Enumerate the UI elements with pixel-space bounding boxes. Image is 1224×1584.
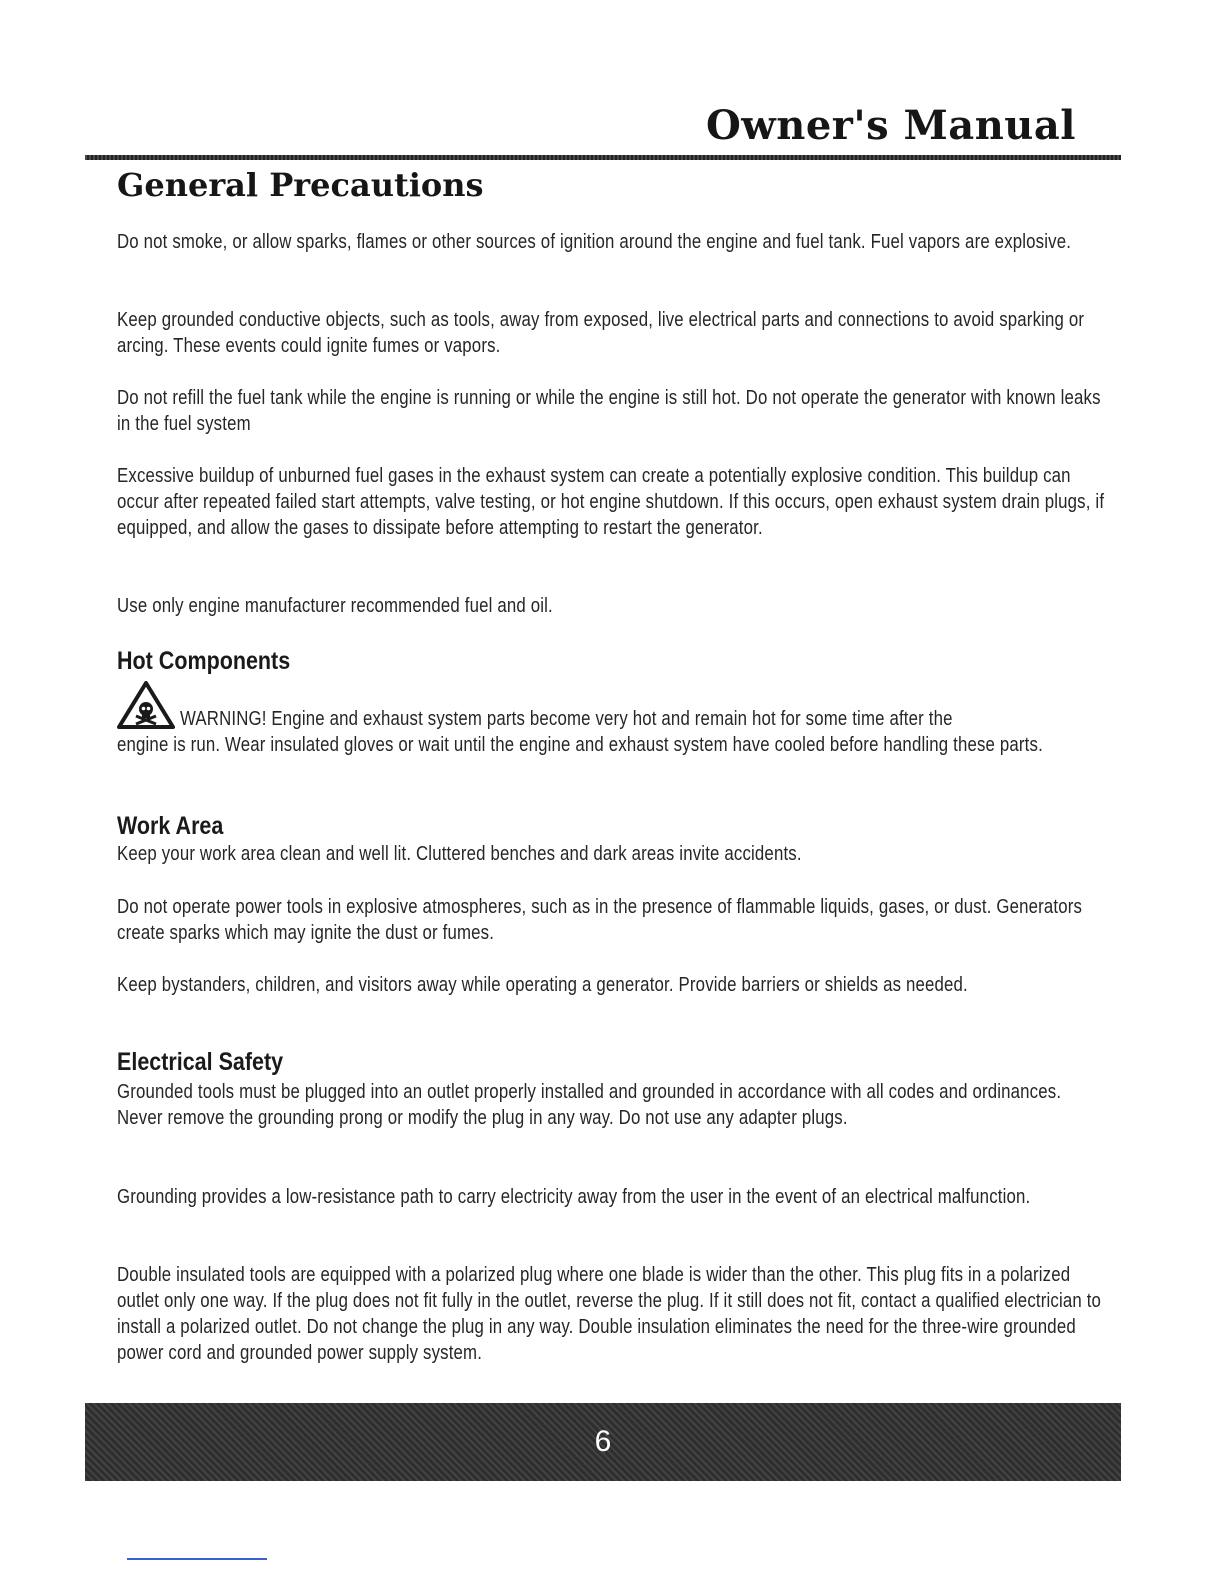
paragraph: Use only engine manufacturer recommended fuel and oil.	[117, 595, 553, 617]
paragraph: Grounding provides a low-resistance path to carry electricity away from the user in the event of an electrical malfunction.	[117, 1186, 1031, 1208]
heading-electrical-safety: Electrical Safety	[117, 1048, 284, 1076]
section-title: General Precautions	[117, 166, 484, 204]
paragraph: Keep your work area clean and well lit. Cluttered benches and dark areas invite accidents.	[117, 843, 802, 865]
paragraph: Keep bystanders, children, and visitors away while operating a generator. Provide barriers or shields as needed.	[117, 974, 968, 996]
paragraph: Do not operate power tools in explosive atmospheres, such as in the presence of flammable liquids, gases, or dust. Generators create sparks which may ignite the dust or fumes.	[117, 896, 1083, 944]
manual-title: Owner's Manual	[705, 102, 1076, 149]
warning-text-continued: engine is run. Wear insulated gloves or wait until the engine and exhaust system have cooled before handling these parts.	[117, 734, 1043, 756]
paragraph: Do not smoke, or allow sparks, flames or other sources of ignition around the engine and fuel tank. Fuel vapors are explosive.	[117, 231, 1072, 253]
page-number: 6	[594, 1425, 612, 1458]
paragraph: Excessive buildup of unburned fuel gases in the exhaust system can create a potentially explosive condition. This buildup can occur after repeated failed start attempts, valve testing, or hot engine shutdown. If this occurs, open exhaust system drain plugs, if equipped, and allow the gases to dissipate before attempting to restart the generator.	[117, 465, 1105, 539]
paragraph: Keep grounded conductive objects, such as tools, away from exposed, live electrical parts and connections to avoid sparking or arcing. These events could ignite fumes or vapors.	[117, 309, 1085, 357]
heading-work-area: Work Area	[117, 812, 224, 840]
heading-hot-components: Hot Components	[117, 647, 291, 675]
header-rule	[85, 155, 1121, 160]
paragraph: Do not refill the fuel tank while the engine is running or while the engine is still hot. Do not operate the generator with known leaks in the fuel system	[117, 387, 1101, 435]
paragraph: Double insulated tools are equipped with a polarized plug where one blade is wider than the other. This plug fits in a polarized outlet only one way. If the plug does not fit fully in the outlet, reverse the plug. If it still does not fit, contact a qualified electrician to install a polarized outlet. Do not change the plug in any way. Double insulation eliminates the need for the three-wire grounded power cord and grounded power supply system.	[117, 1264, 1102, 1364]
footer-bar	[85, 1403, 1121, 1481]
skull-warning-triangle-icon	[117, 681, 175, 729]
bottom-divider	[127, 1558, 267, 1560]
warning-text: WARNING! Engine and exhaust system parts become very hot and remain hot for some time after the	[180, 708, 953, 730]
paragraph: Grounded tools must be plugged into an outlet properly installed and grounded in accordance with all codes and ordinances. Never remove the grounding prong or modify the plug in any way. Do not use any adapter plugs.	[117, 1081, 1062, 1129]
